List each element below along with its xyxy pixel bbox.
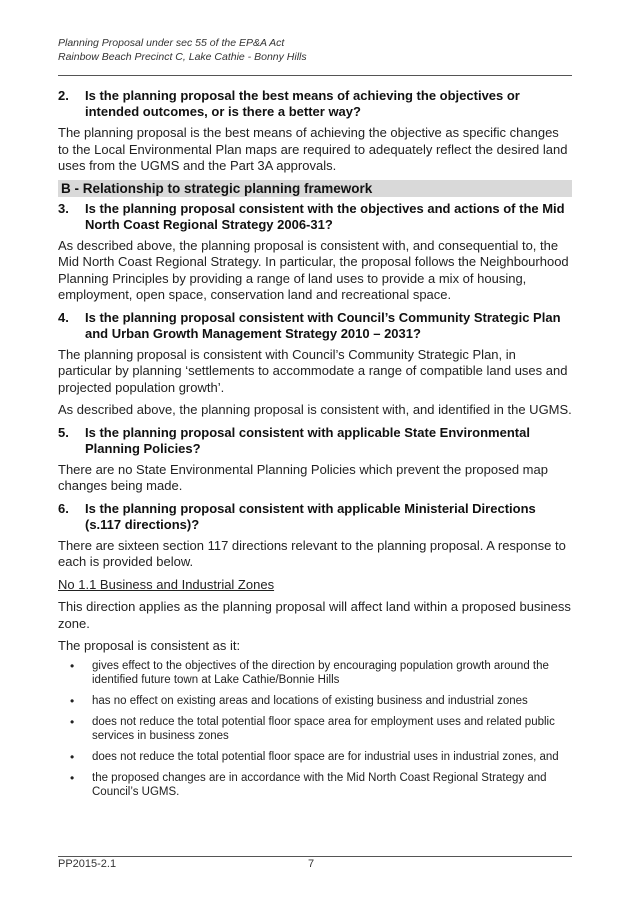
footer-divider xyxy=(58,856,572,857)
question-text: Is the planning proposal consistent with applicable State Environmental Planning Policies? xyxy=(85,424,530,456)
question-number: 6. xyxy=(58,500,69,516)
answer-6: There are sixteen section 117 directions relevant to the planning proposal. A response to each is provided below. xyxy=(58,537,566,569)
question-2 xyxy=(58,88,572,120)
list-item: • the proposed changes are in accordance with the Mid North Coast Regional Strategy and Council’s UGMS. xyxy=(58,771,572,799)
question-5 xyxy=(58,425,572,457)
list-item: • does not reduce the total potential floor space area for employment uses and related public services in business zones xyxy=(58,715,572,743)
section-heading-b: B - Relationship to strategic planning framework xyxy=(58,180,572,197)
list-item: • does not reduce the total potential floor space are for industrial uses in industrial zones, and xyxy=(58,750,572,764)
question-number: 3. xyxy=(58,200,69,216)
direction-consistent: The proposal is consistent as it: xyxy=(58,638,241,653)
header-line-1: Planning Proposal under sec 55 of the EP&A Act xyxy=(58,37,285,49)
bullet-icon: • xyxy=(70,749,75,764)
list-item: • gives effect to the objectives of the direction by encouraging population growth around the identified future town at Lake Cathie/Bonnie Hills xyxy=(58,659,572,687)
question-6 xyxy=(58,501,572,533)
question-4 xyxy=(58,310,572,342)
answer-2: The planning proposal is the best means of achieving the objective as specific changes to the Local Environmental Plan maps are required to adequately reflect the desired land uses from the UGMS and the Part 3A approvals. xyxy=(58,125,568,173)
answer-3: As described above, the planning proposal is consistent with, and consequential to, the Mid North Coast Regional Strategy. In particular, the proposal follows the Neighbourhood Planning Principles by providing a range of land uses to provide a mix of housing, employment, open space, conservation land and recreational space. xyxy=(58,237,569,302)
question-text: Is the planning proposal the best means of achieving the objectives or intended outcomes, or is there a better way? xyxy=(85,88,520,119)
bullet-icon: • xyxy=(70,714,75,729)
page-body xyxy=(58,88,572,799)
question-number: 5. xyxy=(58,424,69,440)
bullet-icon: • xyxy=(70,693,75,708)
direction-title: No 1.1 Business and Industrial Zones xyxy=(58,576,275,592)
question-text: Is the planning proposal consistent with applicable Ministerial Directions (s.117 directions)? xyxy=(85,500,536,532)
direction-applies: This direction applies as the planning proposal will affect land within a proposed business zone. xyxy=(58,599,571,631)
consistency-list xyxy=(58,659,572,799)
footer-doc-id: PP2015-2.1 xyxy=(58,858,117,870)
question-3 xyxy=(58,201,572,233)
answer-4a: The planning proposal is consistent with Council’s Community Strategic Plan, in particular by planning ‘settlements to accommodate a range of compatible land uses and projected population growth’. xyxy=(58,346,568,395)
page-number: 7 xyxy=(308,858,315,870)
question-text: Is the planning proposal consistent with Council’s Community Strategic Plan and Urban Growth Management Strategy 2010 – 2031? xyxy=(85,309,561,341)
question-text: Is the planning proposal consistent with the objectives and actions of the Mid North Coast Regional Strategy 2006-31? xyxy=(85,200,565,232)
answer-5: There are no State Environmental Planning Policies which prevent the proposed map changes being made. xyxy=(58,461,548,493)
header-divider xyxy=(58,75,572,76)
question-number: 2. xyxy=(58,88,69,103)
running-header xyxy=(58,36,307,64)
bullet-icon: • xyxy=(70,770,75,785)
question-number: 4. xyxy=(58,309,69,325)
header-line-2: Rainbow Beach Precinct C, Lake Cathie - Bonny Hills xyxy=(58,51,307,63)
bullet-icon: • xyxy=(70,658,75,673)
list-item: • has no effect on existing areas and locations of existing business and industrial zones xyxy=(58,694,572,708)
answer-4b: As described above, the planning proposal is consistent with, and identified in the UGMS. xyxy=(58,402,572,417)
